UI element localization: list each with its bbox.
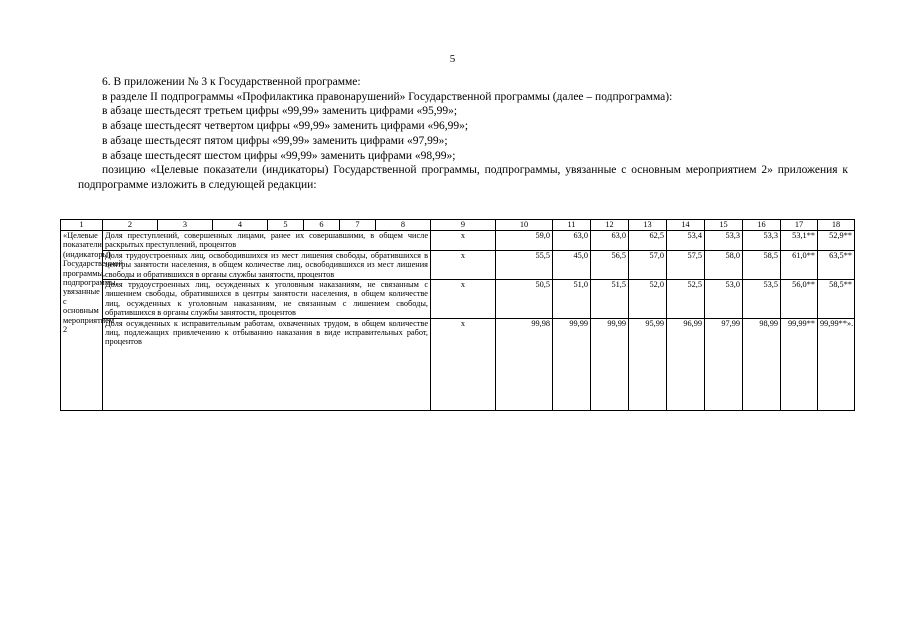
value-cell: 52,5 bbox=[667, 280, 705, 319]
value-cell: 95,99 bbox=[629, 318, 667, 410]
value-cell: 99,99 bbox=[591, 318, 629, 410]
paragraph-64: в абзаце шестьдесят четвертом цифры «99,99» заменить цифрами «96,99»; bbox=[102, 120, 469, 133]
value-cell: 51,5 bbox=[591, 280, 629, 319]
header-cell: 14 bbox=[667, 220, 705, 231]
header-cell: 2 bbox=[103, 220, 158, 231]
x-cell: х bbox=[431, 250, 496, 279]
value-cell: 50,5 bbox=[496, 280, 553, 319]
value-cell: 55,5 bbox=[496, 250, 553, 279]
value-cell: 53,5 bbox=[743, 280, 781, 319]
value-cell: 99,98 bbox=[496, 318, 553, 410]
value-cell: 53,1** bbox=[781, 231, 818, 251]
paragraph-item-6: 6. В приложении № 3 к Государственной программе: bbox=[102, 76, 361, 88]
header-cell: 10 bbox=[496, 220, 553, 231]
indicator-name: Доля трудоустроенных лиц, освободившихся из мест лишения свободы, обратившихся в центры занятости населения, в общем количестве лиц, освободившихся из мест лишения свободы и обратившихся в органы службы занятости, процентов bbox=[103, 250, 431, 279]
value-cell: 63,0 bbox=[591, 231, 629, 251]
indicator-name: Доля трудоустроенных лиц, осужденных к уголовным наказаниям, не связанным с лишением свободы, обратившихся в центры занятости населения, в общем количестве лиц, осужденных к уголовным наказаниям, не связанным с лишением свободы, обратившихся в органы службы занятости, процентов bbox=[103, 280, 431, 319]
value-cell: 63,0 bbox=[553, 231, 591, 251]
table-row bbox=[61, 318, 855, 410]
header-cell: 1 bbox=[61, 220, 103, 231]
value-cell: 63,5** bbox=[818, 250, 855, 279]
value-cell: 97,99 bbox=[705, 318, 743, 410]
indicator-name: Доля преступлений, совершенных лицами, ранее их совершавшими, в общем числе раскрытых преступлений, процентов bbox=[103, 231, 431, 251]
paragraph-position: позицию «Целевые показатели (индикаторы) Государственной программы, подпрограммы, увязанные с основным мероприятием 2» приложения к подпрограмме изложить в следующей редакции: bbox=[78, 164, 848, 191]
value-cell: 96,99 bbox=[667, 318, 705, 410]
value-cell: 51,0 bbox=[553, 280, 591, 319]
table-row bbox=[61, 280, 855, 319]
value-cell: 59,0 bbox=[496, 231, 553, 251]
value-cell: 99,99**». bbox=[818, 318, 855, 410]
x-cell: х bbox=[431, 231, 496, 251]
value-cell: 61,0** bbox=[781, 250, 818, 279]
value-cell: 57,5 bbox=[667, 250, 705, 279]
value-cell: 52,0 bbox=[629, 280, 667, 319]
value-cell: 57,0 bbox=[629, 250, 667, 279]
value-cell: 53,3 bbox=[705, 231, 743, 251]
value-cell: 56,0** bbox=[781, 280, 818, 319]
value-cell: 58,5** bbox=[818, 280, 855, 319]
header-cell: 7 bbox=[340, 220, 376, 231]
body-text bbox=[78, 75, 848, 193]
x-cell: х bbox=[431, 318, 496, 410]
value-cell: 62,5 bbox=[629, 231, 667, 251]
value-cell: 58,0 bbox=[705, 250, 743, 279]
value-cell: 56,5 bbox=[591, 250, 629, 279]
value-cell: 99,99** bbox=[781, 318, 818, 410]
table-header-row bbox=[61, 220, 855, 231]
paragraph-section-ii: в разделе II подпрограммы «Профилактика правонарушений» Государственной программы (далее – подпрограмма): bbox=[102, 90, 673, 103]
header-cell: 3 bbox=[158, 220, 213, 231]
table-row bbox=[61, 231, 855, 251]
header-cell: 16 bbox=[743, 220, 781, 231]
value-cell: 99,99 bbox=[553, 318, 591, 410]
value-cell: 53,0 bbox=[705, 280, 743, 319]
paragraph-63: в абзаце шестьдесят третьем цифры «99,99» заменить цифрами «95,99»; bbox=[102, 105, 458, 118]
header-cell: 11 bbox=[553, 220, 591, 231]
header-cell: 6 bbox=[304, 220, 340, 231]
header-cell: 17 bbox=[781, 220, 818, 231]
header-cell: 8 bbox=[376, 220, 431, 231]
paragraph-66: в абзаце шестьдесят шестом цифры «99,99» заменить цифрами «98,99»; bbox=[102, 149, 456, 162]
targets-table bbox=[60, 219, 855, 411]
value-cell: 53,3 bbox=[743, 231, 781, 251]
header-cell: 9 bbox=[431, 220, 496, 231]
header-cell: 15 bbox=[705, 220, 743, 231]
header-cell: 18 bbox=[818, 220, 855, 231]
header-cell: 5 bbox=[268, 220, 304, 231]
page-number: 5 bbox=[449, 53, 456, 65]
x-cell: х bbox=[431, 280, 496, 319]
indicator-name: Доля осужденных к исправительным работам, охваченных трудом, в общем количестве лиц, подлежащих привлечению к отбыванию наказания в виде исправительных работ, процентов bbox=[103, 318, 431, 410]
value-cell: 45,0 bbox=[553, 250, 591, 279]
value-cell: 52,9** bbox=[818, 231, 855, 251]
value-cell: 53,4 bbox=[667, 231, 705, 251]
header-cell: 4 bbox=[213, 220, 268, 231]
value-cell: 58,5 bbox=[743, 250, 781, 279]
paragraph-65: в абзаце шестьдесят пятом цифры «99,99» заменить цифрами «97,99»; bbox=[102, 134, 448, 147]
value-cell: 98,99 bbox=[743, 318, 781, 410]
target-indicators-label: «Целевые показатели (индикаторы) Государственной программы, подпрограммы, увязанные с основным мероприятием 2 bbox=[61, 231, 103, 411]
table-row bbox=[61, 250, 855, 279]
header-cell: 13 bbox=[629, 220, 667, 231]
header-cell: 12 bbox=[591, 220, 629, 231]
